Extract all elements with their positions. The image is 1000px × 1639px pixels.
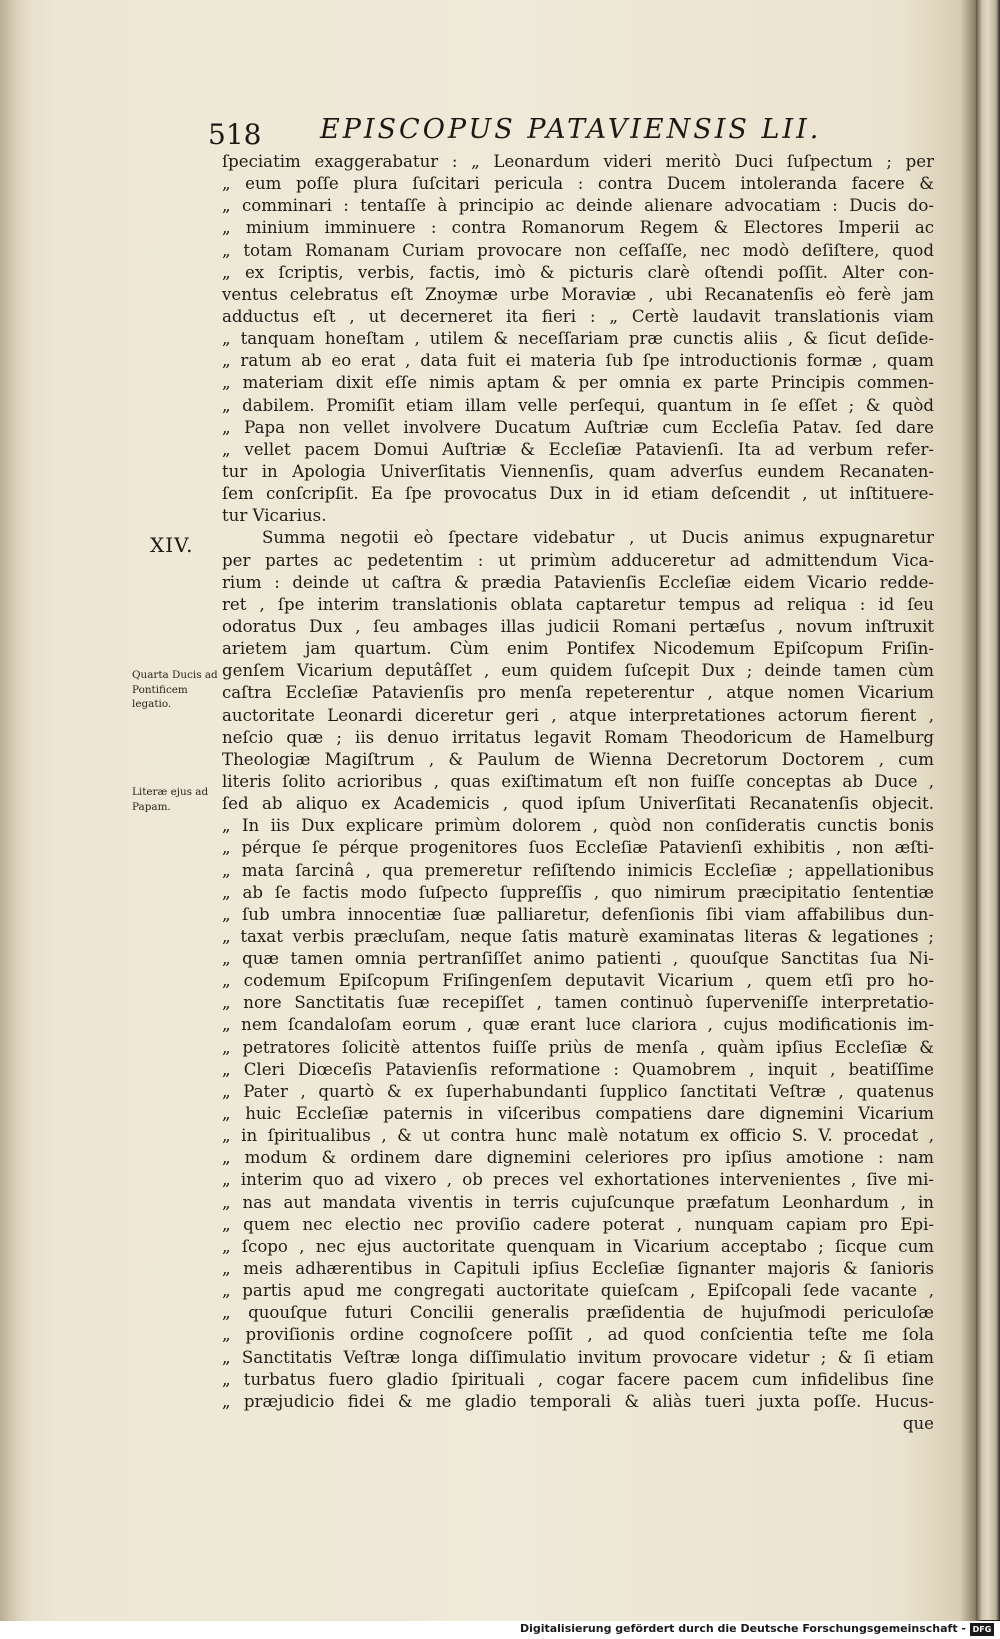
- text-line: arietem jam quartum. Cùm enim Pontifex Nicodemum Epiſcopum Friſin-: [222, 639, 934, 659]
- running-head: [208, 112, 938, 152]
- text-line: „ in ſpiritualibus , & ut contra hunc malè notatum ex officio S. V. procedat ,: [222, 1126, 934, 1146]
- text-line: ret , ſpe interim translationis oblata captaretur tempus ad reliqua : id ſeu: [222, 594, 934, 614]
- text-line: „ Pater , quartò & ex ſuperhabundanti ſupplico ſanctitati Veſtræ , quatenus: [222, 1081, 934, 1101]
- text-line: ſem conſcripſit. Ea ſpe provocatus Dux in id etiam deſcendit , ut inſtituere-: [222, 484, 934, 504]
- text-line: ventus celebratus eſt Znoymæ urbe Moraviæ , ubi Recanatenſis eò ferè jam: [222, 284, 934, 304]
- text-line: „ comminari : tentaſſe à principio ac deinde alienare advocatiam : Ducis do-: [222, 196, 934, 216]
- text-line: „ ſcopo , nec ejus auctoritate quenquam in Vicarium acceptabo ; ſicque cum: [222, 1236, 934, 1256]
- text-line: que: [902, 1414, 934, 1434]
- text-line: „ nas aut mandata viventis in terris cujuſcunque præfatum Leonhardum , in: [222, 1192, 934, 1212]
- text-line: „ pérque ſe pérque progenitores ſuos Eccleſiæ Patavienſi exhibitis , non æſti-: [222, 838, 934, 858]
- text-line: „ codemum Epiſcopum Friſingenſem deputavit Vicarium , quem etſi pro ho-: [222, 971, 934, 991]
- page-number: 518: [208, 118, 262, 151]
- text-line: „ partis apud me congregati auctoritate quieſcam , Epiſcopali ſede vacante ,: [222, 1281, 934, 1301]
- text-line: „ quouſque futuri Concilii generalis præſidentia de hujuſmodi periculoſæ: [222, 1303, 934, 1323]
- text-line: „ ſub umbra innocentiæ ſuæ palliaretur, defenſionis ſibi viam affabilibus dun-: [222, 904, 934, 924]
- text-line: „ quem nec electio nec proviſio cadere poterat , nunquam capiam pro Epi-: [222, 1214, 934, 1234]
- text-line: „ mata ſarcinâ , qua premeretur reſiſtendo inimicis Eccleſiæ ; appellationibus: [222, 860, 934, 880]
- text-line: „ tanquam honeſtam , utilem & neceſſariam præ cunctis aliis , & ſicut deſide-: [222, 329, 934, 349]
- text-line: „ interim quo ad vixero , ob preces vel exhortationes intervenientes , ſive mi-: [222, 1170, 934, 1190]
- text-line: tur Vicarius.: [222, 506, 327, 526]
- text-line: „ quæ tamen omnia pertranſiſſet animo patienti , quouſque Sanctitas ſua Ni-: [222, 949, 934, 969]
- margin-note-literae: Literæ ejus ad Papam.: [132, 786, 209, 813]
- text-line: ſed ab aliquo ex Academicis , quod ipſum Univerſitati Recanatenſis objecit.: [222, 794, 934, 814]
- text-line: „ huic Eccleſiæ paternis in viſceribus compatiens dare dignemini Vicarium: [222, 1104, 934, 1124]
- running-title: EPISCOPUS PATAVIENSIS LII.: [320, 114, 822, 145]
- text-line: adductus eſt , ut decerneret ita fieri : „ Certè laudavit translationis viam: [222, 306, 934, 326]
- text-line: auctoritate Leonardi diceretur geri , atque interpretationes actorum fierent ,: [222, 705, 934, 725]
- text-line: „ dabilem. Promiſit etiam illam velle perſequi, quantum in ſe eſſet ; & quòd: [222, 395, 934, 415]
- dfg-logo: DFG: [970, 1623, 994, 1636]
- text-line: „ modum & ordinem dare dignemini celeriores pro ipſius amotione : nam: [222, 1148, 934, 1168]
- text-line: „ turbatus fuero gladio ſpirituali , cogar facere pacem cum infidelibus ſine: [222, 1369, 934, 1389]
- body-text: [222, 151, 934, 1435]
- text-line: „ eum poſſe plura ſuſcitari pericula : contra Ducem intoleranda facere &: [222, 174, 934, 194]
- text-line: rium : deinde ut caſtra & prædia Patavienſis Eccleſiæ eidem Vicario redde-: [222, 572, 934, 592]
- facing-page-edge: [976, 0, 1000, 1620]
- bleed-through: [132, 270, 198, 285]
- footer-bar: [0, 1621, 1000, 1639]
- text-line: „ Papa non vellet involvere Ducatum Auſtriæ cum Eccleſia Patav. ſed dare: [222, 417, 934, 437]
- text-line: „ petratores ſolicitè attentos fuiſſe priùs de menſa , quàm ipſius Eccleſiæ &: [222, 1037, 934, 1057]
- text-line: „ Cleri Diœceſis Patavienſis reformatione : Quamobrem , inquit , beatiſſime: [222, 1059, 934, 1079]
- text-line: „ meis adhærentibus in Capituli ipſius Eccleſiæ ſignanter majoris & ſanioris: [222, 1259, 934, 1279]
- text-line: Summa negotii eò ſpectare videbatur , ut Ducis animus expugnaretur: [262, 528, 934, 548]
- text-line: „ nem ſcandaloſam eorum , quæ erant luce clariora , cujus modificationis im-: [222, 1015, 934, 1035]
- text-line: genſem Vicarium deputâſſet , eum quidem ſuſcepit Dux ; deinde tamen cùm: [222, 661, 934, 681]
- text-line: „ nore Sanctitatis ſuæ recepiſſet , tamen continuò ſuperveniſſe interpretatio-: [222, 993, 934, 1013]
- text-line: „ ab ſe factis modo ſuſpecto ſuppreſſis , quo nimirum præcipitatio ſententiæ: [222, 882, 934, 902]
- text-line: caſtra Eccleſiæ Patavienſis pro menſa repeterentur , atque nomen Vicarium: [222, 683, 934, 703]
- text-line: odoratus Dux , ſeu ambages illas judicii Romani pertæſus , novum inſtruxit: [222, 616, 934, 636]
- text-line: Theologiæ Magiſtrum , & Paulum de Wienna Decretorum Doctorem , cum: [222, 749, 934, 769]
- text-line: „ vellet pacem Domui Auſtriæ & Eccleſiæ Patavienſi. Ita ad verbum refer-: [222, 439, 934, 459]
- text-line: „ totam Romanam Curiam provocare non ceſſaſſe, nec modò deſiſtere, quod: [222, 240, 934, 260]
- text-line: literis ſolito acrioribus , quas exiſtimatum eſt non fuiſſe conceptas ab Duce ,: [222, 771, 934, 791]
- text-line: tur in Apologia Univerſitatis Viennenſis, quam adverſus eundem Recanaten-: [222, 461, 934, 481]
- text-line: „ materiam dixit eſſe nimis aptam & per omnia ex parte Principis commen-: [222, 373, 934, 393]
- text-line: „ minium imminuere : contra Romanorum Regem & Electores Imperii ac: [222, 218, 934, 238]
- margin-note-legatio: Quarta Ducis ad Pontificem legatio.: [132, 669, 218, 710]
- text-line: per partes ac pedetentim : ut primùm adduceretur ad admittendum Vica-: [222, 550, 934, 570]
- text-line: neſcio quæ ; iis denuo irritatus legavit Romam Theodoricum de Hamelburg: [222, 727, 934, 747]
- footer-credit: Digitalisierung gefördert durch die Deutsche Forschungsgemeinschaft -: [519, 1622, 966, 1635]
- text-line: „ Sanctitatis Veſtræ longa diſſimulatio invitum provocare videtur ; & ſi etiam: [222, 1347, 934, 1367]
- text-line: „ proviſionis ordine cognoſcere poſſit , ad quod conſcientia teſte me ſola: [222, 1325, 934, 1345]
- text-line: „ ex ſcriptis, verbis, factis, imò & picturis clarè oſtendi poſſit. Alter con-: [222, 262, 934, 282]
- text-line: „ In iis Dux explicare primùm dolorem , quòd non conſideratis cunctis bonis: [222, 816, 934, 836]
- text-line: ſpeciatim exaggerabatur : „ Leonardum videri meritò Duci ſuſpectum ; per: [222, 152, 934, 171]
- section-number: XIV.: [150, 533, 194, 557]
- text-line: „ ratum ab eo erat , data fuit ei materia ſub ſpe introductionis formæ , quam: [222, 351, 934, 371]
- text-line: „ præjudicio fidei & me gladio temporali & aliàs tueri juxta poſſe. Hucus-: [222, 1391, 934, 1411]
- text-line: „ taxat verbis præcluſam, neque ſatis maturè examinatas literas & legationes ;: [222, 926, 934, 946]
